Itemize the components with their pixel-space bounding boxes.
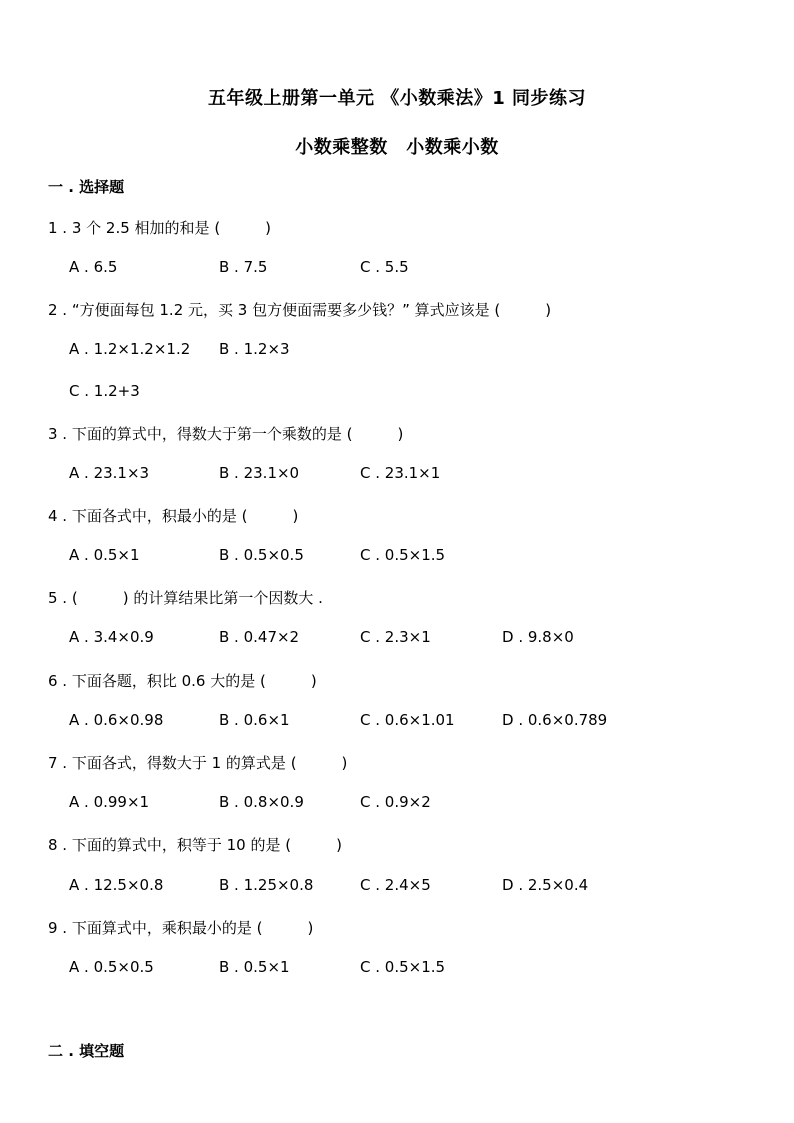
option-b: B . 0.8×0.9 xyxy=(219,793,304,811)
question-7: 7 . 下面各式，得数大于 1 的算式是 ( ) xyxy=(48,754,348,772)
option-d: D . 2.5×0.4 xyxy=(502,876,589,894)
option-c: C . 23.1×1 xyxy=(360,464,441,482)
options-row xyxy=(69,340,769,362)
option-d: D . 9.8×0 xyxy=(502,628,574,646)
option-a: A . 3.4×0.9 xyxy=(69,628,154,646)
option-c: C . 2.3×1 xyxy=(360,628,431,646)
options-row xyxy=(69,876,769,898)
option-a: A . 12.5×0.8 xyxy=(69,876,164,894)
section-heading-fill-in: 二 . 填空题 xyxy=(48,1042,125,1060)
option-b: B . 1.2×3 xyxy=(219,340,290,358)
section-heading-choice: 一 . 选择题 xyxy=(48,178,125,196)
option-c: C . 0.5×1.5 xyxy=(360,546,446,564)
question-5: 5 . ( ) 的计算结果比第一个因数大 . xyxy=(48,589,323,607)
question-2: 2 . “方便面每包 1.2 元，买 3 包方便面需要多少钱？” 算式应该是 ( ) xyxy=(48,301,552,319)
options-row xyxy=(69,546,769,568)
options-row xyxy=(69,382,769,404)
option-d: D . 0.6×0.789 xyxy=(502,711,608,729)
option-c: C . 0.9×2 xyxy=(360,793,431,811)
options-row xyxy=(69,793,769,815)
option-a: A . 0.5×1 xyxy=(69,546,140,564)
options-row xyxy=(69,258,769,280)
options-row xyxy=(69,628,769,650)
options-row xyxy=(69,464,769,486)
options-row xyxy=(69,711,769,733)
option-a: A . 0.5×0.5 xyxy=(69,958,154,976)
option-b: B . 7.5 xyxy=(219,258,268,276)
option-b: B . 1.25×0.8 xyxy=(219,876,314,894)
option-c: C . 5.5 xyxy=(360,258,409,276)
option-b: B . 0.47×2 xyxy=(219,628,300,646)
page-subtitle: 小数乘整数 小数乘小数 xyxy=(295,137,499,158)
question-4: 4 . 下面各式中，积最小的是 ( ) xyxy=(48,507,299,525)
option-a: A . 1.2×1.2×1.2 xyxy=(69,340,191,358)
question-1: 1 . 3 个 2.5 相加的和是 ( ) xyxy=(48,219,272,237)
option-c: C . 0.5×1.5 xyxy=(360,958,446,976)
option-c: C . 0.6×1.01 xyxy=(360,711,455,729)
question-8: 8 . 下面的算式中，积等于 10 的是 ( ) xyxy=(48,836,342,854)
option-c: C . 1.2+3 xyxy=(69,382,140,400)
options-row xyxy=(69,958,769,980)
question-6: 6 . 下面各题，积比 0.6 大的是 ( ) xyxy=(48,672,317,690)
option-b: B . 0.5×1 xyxy=(219,958,290,976)
option-a: A . 23.1×3 xyxy=(69,464,150,482)
question-9: 9 . 下面算式中，乘积最小的是 ( ) xyxy=(48,919,314,937)
page-title: 五年级上册第一单元 《小数乘法》1 同步练习 xyxy=(207,88,587,109)
option-b: B . 23.1×0 xyxy=(219,464,300,482)
option-a: A . 0.99×1 xyxy=(69,793,150,811)
question-3: 3 . 下面的算式中，得数大于第一个乘数的是 ( ) xyxy=(48,425,404,443)
option-c: C . 2.4×5 xyxy=(360,876,431,894)
option-a: A . 6.5 xyxy=(69,258,118,276)
option-b: B . 0.5×0.5 xyxy=(219,546,304,564)
option-a: A . 0.6×0.98 xyxy=(69,711,164,729)
option-b: B . 0.6×1 xyxy=(219,711,290,729)
